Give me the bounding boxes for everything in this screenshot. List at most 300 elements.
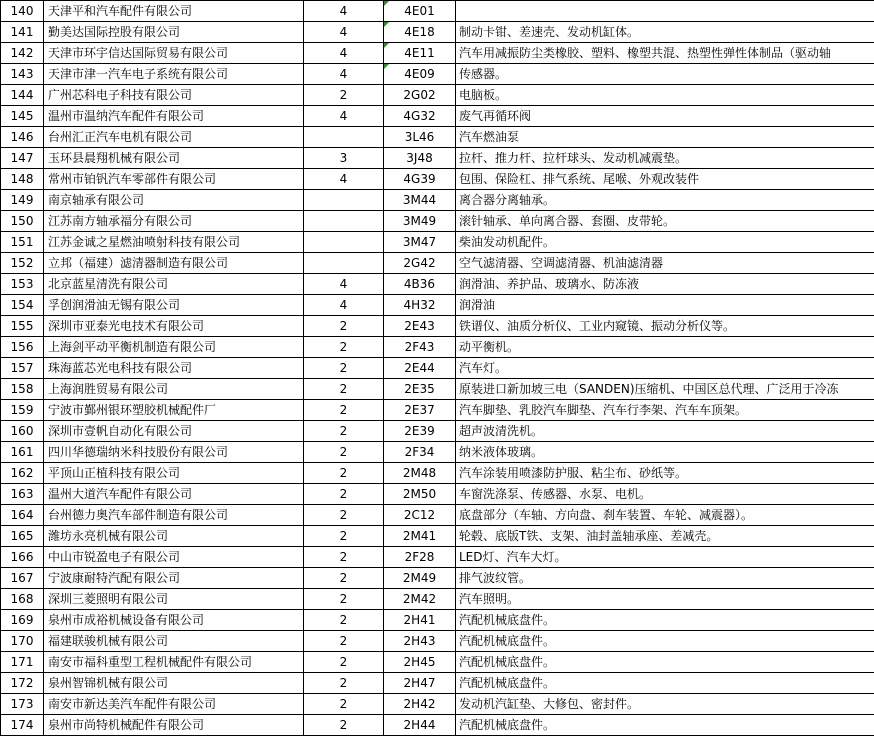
row-number-cell[interactable] xyxy=(1,610,44,631)
booth-cell-text: 2H42 xyxy=(403,697,436,711)
company-name-cell[interactable] xyxy=(44,463,304,484)
company-name-cell-text: 天津市环宇信达国际贸易有限公司 xyxy=(48,46,229,60)
table-row[interactable] xyxy=(1,694,874,715)
row-number-cell[interactable] xyxy=(1,190,44,211)
table-row[interactable] xyxy=(1,295,874,316)
row-number-cell[interactable] xyxy=(1,484,44,505)
booth-cell[interactable] xyxy=(384,379,456,400)
floor-cell[interactable] xyxy=(304,127,384,148)
floor-cell[interactable] xyxy=(304,421,384,442)
floor-cell[interactable] xyxy=(304,694,384,715)
products-cell-text: 传感器。 xyxy=(459,67,508,81)
company-name-cell-text: 南京轴承有限公司 xyxy=(48,193,145,207)
company-name-cell[interactable] xyxy=(44,358,304,379)
company-name-cell[interactable] xyxy=(44,610,304,631)
row-number-cell[interactable] xyxy=(1,526,44,547)
row-number-cell-text: 155 xyxy=(10,319,34,333)
booth-cell[interactable] xyxy=(384,568,456,589)
table-row[interactable] xyxy=(1,316,874,337)
table-row[interactable] xyxy=(1,190,874,211)
booth-cell[interactable] xyxy=(384,526,456,547)
row-number-cell-text: 165 xyxy=(10,529,34,543)
floor-cell[interactable] xyxy=(304,148,384,169)
row-number-cell[interactable] xyxy=(1,547,44,568)
table-row[interactable] xyxy=(1,589,874,610)
row-number-cell-text: 161 xyxy=(10,445,34,459)
company-name-cell[interactable] xyxy=(44,43,304,64)
floor-cell-text: 2 xyxy=(339,655,348,669)
booth-cell[interactable] xyxy=(384,211,456,232)
company-name-cell[interactable] xyxy=(44,715,304,736)
cell-comment-marker-icon xyxy=(384,43,389,48)
row-number-cell[interactable] xyxy=(1,568,44,589)
products-cell[interactable] xyxy=(456,715,874,736)
products-cell[interactable] xyxy=(456,526,874,547)
floor-cell[interactable] xyxy=(304,526,384,547)
table-row[interactable] xyxy=(1,169,874,190)
floor-cell[interactable] xyxy=(304,43,384,64)
row-number-cell[interactable] xyxy=(1,85,44,106)
products-cell[interactable] xyxy=(456,358,874,379)
row-number-cell[interactable] xyxy=(1,64,44,85)
company-name-cell[interactable] xyxy=(44,211,304,232)
booth-cell[interactable] xyxy=(384,64,456,85)
products-cell[interactable] xyxy=(456,211,874,232)
floor-cell[interactable] xyxy=(304,337,384,358)
booth-cell-text: 2C12 xyxy=(403,508,436,522)
table-row[interactable] xyxy=(1,274,874,295)
products-cell[interactable] xyxy=(456,484,874,505)
products-cell[interactable] xyxy=(456,694,874,715)
company-name-cell[interactable] xyxy=(44,295,304,316)
booth-cell[interactable] xyxy=(384,589,456,610)
row-number-cell-text: 145 xyxy=(10,109,34,123)
floor-cell[interactable] xyxy=(304,85,384,106)
floor-cell[interactable] xyxy=(304,274,384,295)
company-name-cell[interactable] xyxy=(44,442,304,463)
floor-cell[interactable] xyxy=(304,106,384,127)
company-name-cell[interactable] xyxy=(44,253,304,274)
row-number-cell-text: 168 xyxy=(10,592,34,606)
row-number-cell-text: 157 xyxy=(10,361,34,375)
row-number-cell[interactable] xyxy=(1,442,44,463)
products-cell[interactable] xyxy=(456,43,874,64)
floor-cell-text: 4 xyxy=(339,67,348,81)
row-number-cell-text: 146 xyxy=(10,130,34,144)
booth-cell[interactable] xyxy=(384,22,456,43)
products-cell[interactable] xyxy=(456,22,874,43)
products-cell[interactable] xyxy=(456,589,874,610)
products-cell[interactable] xyxy=(456,568,874,589)
floor-cell-text: 2 xyxy=(339,529,348,543)
company-name-cell[interactable] xyxy=(44,652,304,673)
floor-cell-text: 2 xyxy=(339,676,348,690)
company-name-cell[interactable] xyxy=(44,589,304,610)
company-name-cell-text: 立邦（福建）滤清器制造有限公司 xyxy=(48,256,229,270)
booth-cell[interactable] xyxy=(384,253,456,274)
company-name-cell[interactable] xyxy=(44,484,304,505)
booth-cell[interactable] xyxy=(384,1,456,22)
floor-cell[interactable] xyxy=(304,379,384,400)
company-name-cell-text: 中山市锐盈电子有限公司 xyxy=(48,550,181,564)
floor-cell-text: 4 xyxy=(339,25,348,39)
floor-cell[interactable] xyxy=(304,442,384,463)
booth-cell[interactable] xyxy=(384,85,456,106)
floor-cell-text: 2 xyxy=(339,571,348,585)
booth-cell[interactable] xyxy=(384,295,456,316)
booth-cell-text: 2G42 xyxy=(403,256,436,270)
booth-cell-text: 3M49 xyxy=(402,214,437,228)
table-row[interactable] xyxy=(1,400,874,421)
products-cell[interactable] xyxy=(456,253,874,274)
floor-cell[interactable] xyxy=(304,211,384,232)
company-name-cell[interactable] xyxy=(44,232,304,253)
table-row[interactable] xyxy=(1,715,874,736)
floor-cell[interactable] xyxy=(304,400,384,421)
booth-cell-text: 4E09 xyxy=(404,67,435,81)
products-cell-text: 汽配机械底盘件。 xyxy=(459,676,556,690)
booth-cell[interactable] xyxy=(384,652,456,673)
table-row[interactable] xyxy=(1,64,874,85)
row-number-cell[interactable] xyxy=(1,358,44,379)
company-name-cell[interactable] xyxy=(44,22,304,43)
booth-cell[interactable] xyxy=(384,610,456,631)
company-name-cell[interactable] xyxy=(44,169,304,190)
products-cell[interactable] xyxy=(456,400,874,421)
row-number-cell-text: 163 xyxy=(10,487,34,501)
products-cell-text: 超声波清洗机。 xyxy=(459,424,544,438)
booth-cell-text: 2F34 xyxy=(404,445,435,459)
products-cell[interactable] xyxy=(456,64,874,85)
products-cell[interactable] xyxy=(456,274,874,295)
table-row[interactable] xyxy=(1,43,874,64)
floor-cell[interactable] xyxy=(304,568,384,589)
company-name-cell[interactable] xyxy=(44,64,304,85)
floor-cell[interactable] xyxy=(304,484,384,505)
booth-cell[interactable] xyxy=(384,631,456,652)
floor-cell[interactable] xyxy=(304,253,384,274)
row-number-cell[interactable] xyxy=(1,232,44,253)
row-number-cell[interactable] xyxy=(1,274,44,295)
booth-cell-text: 4G39 xyxy=(403,172,436,186)
company-name-cell[interactable] xyxy=(44,316,304,337)
table-row[interactable] xyxy=(1,358,874,379)
floor-cell-text: 2 xyxy=(339,718,348,732)
products-cell[interactable] xyxy=(456,610,874,631)
products-cell[interactable] xyxy=(456,631,874,652)
row-number-cell-text: 154 xyxy=(10,298,34,312)
row-number-cell[interactable] xyxy=(1,22,44,43)
floor-cell[interactable] xyxy=(304,715,384,736)
products-cell-text: 电脑板。 xyxy=(459,88,508,102)
row-number-cell-text: 174 xyxy=(10,718,34,732)
floor-cell[interactable] xyxy=(304,505,384,526)
floor-cell[interactable] xyxy=(304,169,384,190)
company-name-cell-text: 潍坊永亮机械有限公司 xyxy=(48,529,169,543)
company-name-cell[interactable] xyxy=(44,673,304,694)
row-number-cell-text: 156 xyxy=(10,340,34,354)
row-number-cell-text: 166 xyxy=(10,550,34,564)
products-cell[interactable] xyxy=(456,652,874,673)
table-row[interactable] xyxy=(1,484,874,505)
row-number-cell-text: 167 xyxy=(10,571,34,585)
row-number-cell[interactable] xyxy=(1,148,44,169)
row-number-cell[interactable] xyxy=(1,673,44,694)
table-row[interactable] xyxy=(1,232,874,253)
table-row[interactable] xyxy=(1,463,874,484)
company-name-cell-text: 上海剑平动平衡机制造有限公司 xyxy=(48,340,217,354)
table-row[interactable] xyxy=(1,253,874,274)
booth-cell-text: 3L46 xyxy=(404,130,435,144)
table-row[interactable] xyxy=(1,211,874,232)
floor-cell-text: 4 xyxy=(339,298,348,312)
products-cell[interactable] xyxy=(456,421,874,442)
row-number-cell[interactable] xyxy=(1,694,44,715)
booth-cell[interactable] xyxy=(384,505,456,526)
floor-cell[interactable] xyxy=(304,190,384,211)
booth-cell[interactable] xyxy=(384,673,456,694)
floor-cell[interactable] xyxy=(304,652,384,673)
booth-cell[interactable] xyxy=(384,316,456,337)
company-name-cell[interactable] xyxy=(44,547,304,568)
booth-cell[interactable] xyxy=(384,484,456,505)
floor-cell[interactable] xyxy=(304,610,384,631)
row-number-cell[interactable] xyxy=(1,106,44,127)
row-number-cell[interactable] xyxy=(1,1,44,22)
row-number-cell-text: 162 xyxy=(10,466,34,480)
booth-cell-text: 2E39 xyxy=(404,424,435,438)
floor-cell-text: 2 xyxy=(339,592,348,606)
booth-cell[interactable] xyxy=(384,442,456,463)
booth-cell-text: 2M49 xyxy=(402,571,437,585)
company-name-cell[interactable] xyxy=(44,526,304,547)
floor-cell-text: 4 xyxy=(339,109,348,123)
row-number-cell[interactable] xyxy=(1,715,44,736)
table-row[interactable] xyxy=(1,505,874,526)
products-cell[interactable] xyxy=(456,463,874,484)
row-number-cell[interactable] xyxy=(1,400,44,421)
products-cell-text: 汽车照明。 xyxy=(459,592,520,606)
products-cell-text: 发动机汽缸垫、大修包、密封件。 xyxy=(459,697,640,711)
row-number-cell[interactable] xyxy=(1,379,44,400)
booth-cell[interactable] xyxy=(384,358,456,379)
floor-cell-text: 2 xyxy=(339,382,348,396)
row-number-cell[interactable] xyxy=(1,337,44,358)
row-number-cell-text: 158 xyxy=(10,382,34,396)
floor-cell-text: 2 xyxy=(339,508,348,522)
booth-cell-text: 2M50 xyxy=(402,487,437,501)
floor-cell[interactable] xyxy=(304,64,384,85)
booth-cell-text: 2E37 xyxy=(404,403,435,417)
company-name-cell-text: 天津市津一汽车电子系统有限公司 xyxy=(48,67,229,81)
products-cell-text: 包围、保险杠、排气系统、尾喉、外观改装件 xyxy=(459,172,700,186)
booth-cell-text: 4E18 xyxy=(404,25,435,39)
booth-cell[interactable] xyxy=(384,547,456,568)
table-row[interactable] xyxy=(1,22,874,43)
floor-cell[interactable] xyxy=(304,232,384,253)
booth-cell-text: 3J48 xyxy=(406,151,433,165)
row-number-cell-text: 148 xyxy=(10,172,34,186)
products-cell[interactable] xyxy=(456,190,874,211)
row-number-cell[interactable] xyxy=(1,631,44,652)
table-row[interactable] xyxy=(1,148,874,169)
table-row[interactable] xyxy=(1,127,874,148)
booth-cell-text: 2G02 xyxy=(403,88,436,102)
booth-cell[interactable] xyxy=(384,400,456,421)
row-number-cell[interactable] xyxy=(1,421,44,442)
table-row[interactable] xyxy=(1,337,874,358)
booth-cell[interactable] xyxy=(384,148,456,169)
products-cell[interactable] xyxy=(456,316,874,337)
products-cell-text: 汽配机械底盘件。 xyxy=(459,634,556,648)
booth-cell-text: 4H32 xyxy=(403,298,436,312)
table-row[interactable] xyxy=(1,1,874,22)
company-name-cell-text: 江苏南方轴承福分有限公司 xyxy=(48,214,193,228)
floor-cell[interactable] xyxy=(304,673,384,694)
floor-cell[interactable] xyxy=(304,295,384,316)
booth-cell-text: 2E43 xyxy=(404,319,435,333)
products-cell-text: 纳米液体玻璃。 xyxy=(459,445,544,459)
company-name-cell-text: 天津平和汽车配件有限公司 xyxy=(48,4,193,18)
products-cell[interactable] xyxy=(456,295,874,316)
floor-cell[interactable] xyxy=(304,547,384,568)
products-cell[interactable] xyxy=(456,148,874,169)
row-number-cell[interactable] xyxy=(1,589,44,610)
floor-cell-text: 2 xyxy=(339,319,348,333)
booth-cell[interactable] xyxy=(384,337,456,358)
row-number-cell[interactable] xyxy=(1,127,44,148)
table-row[interactable] xyxy=(1,610,874,631)
company-name-cell[interactable] xyxy=(44,568,304,589)
table-row[interactable] xyxy=(1,568,874,589)
table-row[interactable] xyxy=(1,673,874,694)
booth-cell[interactable] xyxy=(384,274,456,295)
table-row[interactable] xyxy=(1,526,874,547)
row-number-cell[interactable] xyxy=(1,295,44,316)
products-cell-text: 润滑油 xyxy=(459,298,496,312)
floor-cell[interactable] xyxy=(304,589,384,610)
floor-cell[interactable] xyxy=(304,1,384,22)
products-cell[interactable] xyxy=(456,232,874,253)
booth-cell[interactable] xyxy=(384,43,456,64)
products-cell[interactable] xyxy=(456,505,874,526)
row-number-cell[interactable] xyxy=(1,505,44,526)
floor-cell-text: 4 xyxy=(339,4,348,18)
company-name-cell-text: 台州汇正汽车电机有限公司 xyxy=(48,130,193,144)
table-row[interactable] xyxy=(1,652,874,673)
floor-cell-text: 2 xyxy=(339,88,348,102)
products-cell[interactable] xyxy=(456,1,874,22)
company-name-cell[interactable] xyxy=(44,1,304,22)
booth-cell[interactable] xyxy=(384,232,456,253)
company-name-cell[interactable] xyxy=(44,379,304,400)
products-cell-text: 润滑油、养护品、玻璃水、防冻液 xyxy=(459,277,640,291)
row-number-cell[interactable] xyxy=(1,463,44,484)
products-cell[interactable] xyxy=(456,379,874,400)
row-number-cell[interactable] xyxy=(1,211,44,232)
booth-cell[interactable] xyxy=(384,463,456,484)
table-row[interactable] xyxy=(1,85,874,106)
booth-cell[interactable] xyxy=(384,169,456,190)
booth-cell[interactable] xyxy=(384,421,456,442)
products-cell[interactable] xyxy=(456,106,874,127)
floor-cell-text: 2 xyxy=(339,424,348,438)
floor-cell[interactable] xyxy=(304,316,384,337)
company-name-cell[interactable] xyxy=(44,106,304,127)
company-name-cell[interactable] xyxy=(44,85,304,106)
company-name-cell[interactable] xyxy=(44,421,304,442)
company-name-cell-text: 常州市铂钒汽车零部件有限公司 xyxy=(48,172,217,186)
company-name-cell[interactable] xyxy=(44,190,304,211)
booth-cell-text: 2H44 xyxy=(403,718,436,732)
row-number-cell[interactable] xyxy=(1,43,44,64)
products-cell[interactable] xyxy=(456,673,874,694)
booth-cell-text: 2H43 xyxy=(403,634,436,648)
floor-cell[interactable] xyxy=(304,631,384,652)
booth-cell[interactable] xyxy=(384,694,456,715)
company-name-cell[interactable] xyxy=(44,148,304,169)
booth-cell[interactable] xyxy=(384,127,456,148)
company-name-cell-text: 南安市新达美汽车配件有限公司 xyxy=(48,697,217,711)
booth-cell[interactable] xyxy=(384,715,456,736)
products-cell[interactable] xyxy=(456,169,874,190)
row-number-cell-text: 171 xyxy=(10,655,34,669)
table-row[interactable] xyxy=(1,379,874,400)
row-number-cell[interactable] xyxy=(1,253,44,274)
floor-cell[interactable] xyxy=(304,22,384,43)
floor-cell[interactable] xyxy=(304,463,384,484)
row-number-cell[interactable] xyxy=(1,316,44,337)
company-name-cell[interactable] xyxy=(44,631,304,652)
row-number-cell-text: 141 xyxy=(10,25,34,39)
products-cell-text: 车窗洗涤泵、传感器、水泵、电机。 xyxy=(459,487,652,501)
company-name-cell[interactable] xyxy=(44,694,304,715)
floor-cell[interactable] xyxy=(304,358,384,379)
table-row[interactable] xyxy=(1,631,874,652)
row-number-cell-text: 147 xyxy=(10,151,34,165)
table-row[interactable] xyxy=(1,442,874,463)
booth-cell[interactable] xyxy=(384,190,456,211)
row-number-cell-text: 144 xyxy=(10,88,34,102)
products-cell[interactable] xyxy=(456,337,874,358)
products-cell[interactable] xyxy=(456,127,874,148)
table-row[interactable] xyxy=(1,547,874,568)
row-number-cell[interactable] xyxy=(1,169,44,190)
booth-cell-text: 2F43 xyxy=(404,340,435,354)
company-name-cell[interactable] xyxy=(44,505,304,526)
products-cell[interactable] xyxy=(456,547,874,568)
company-name-cell[interactable] xyxy=(44,400,304,421)
floor-cell-text: 2 xyxy=(339,613,348,627)
products-cell-text: 汽车用减振防尘类橡胶、塑料、橡塑共混、热塑性弹性体制品（驱动轴 xyxy=(459,46,832,60)
floor-cell-text: 2 xyxy=(339,340,348,354)
table-row[interactable] xyxy=(1,106,874,127)
floor-cell-text: 2 xyxy=(339,634,348,648)
company-name-cell-text: 四川华德瑞纳米科技股份有限公司 xyxy=(48,445,229,459)
booth-cell[interactable] xyxy=(384,106,456,127)
table-row[interactable] xyxy=(1,421,874,442)
products-cell-text: 制动卡钳、差速壳、发动机缸体。 xyxy=(459,25,640,39)
company-name-cell[interactable] xyxy=(44,274,304,295)
row-number-cell[interactable] xyxy=(1,652,44,673)
products-cell[interactable] xyxy=(456,442,874,463)
company-name-cell[interactable] xyxy=(44,337,304,358)
booth-cell-text: 2F28 xyxy=(404,550,435,564)
company-name-cell[interactable] xyxy=(44,127,304,148)
products-cell[interactable] xyxy=(456,85,874,106)
row-number-cell-text: 172 xyxy=(10,676,34,690)
company-name-cell-text: 玉环县晨翔机械有限公司 xyxy=(48,151,181,165)
